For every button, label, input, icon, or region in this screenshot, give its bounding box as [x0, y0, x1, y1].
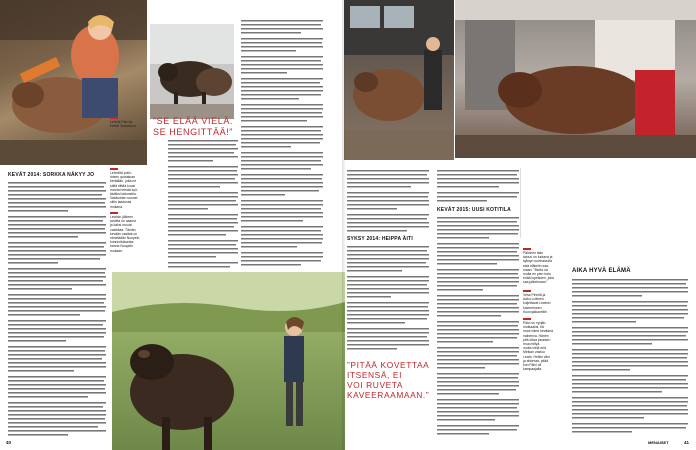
caption-lower — [110, 215, 152, 253]
caption-line: Heikki Saalasvuo. — [110, 124, 137, 129]
body-text-lines — [241, 18, 323, 270]
page-number-right: 41 — [684, 440, 690, 445]
pasture-illustration — [112, 272, 345, 450]
photo-woman-with-calf — [0, 0, 147, 165]
body-text-col7 — [572, 277, 688, 437]
caption-line: maan. "Mutta nä — [523, 267, 548, 272]
body-text-col2 — [112, 252, 152, 262]
stall-illustration — [455, 0, 696, 158]
caption-line: saa jalkeimaan." — [523, 280, 548, 285]
body-text-lines — [8, 180, 106, 438]
body-text-col6b — [437, 215, 519, 440]
heading-spring-2014: KEVÄT 2014: SORKKA NÄKYY JO — [8, 172, 95, 178]
quote-line: ”SE ELÄÄ VIELÄ. — [153, 116, 234, 126]
caption-line: muita en pien halu — [523, 272, 551, 277]
caption-line: mutkaaksi, tiä — [523, 325, 544, 330]
body-text-col3 — [168, 138, 238, 270]
body-text-lines — [572, 277, 688, 437]
caption-line: kun Päivi oli — [523, 363, 542, 368]
heading-autumn-2014: SYKSY 2014: HEIPPA ÄITI — [347, 236, 413, 242]
caption-line: misen quotatuan — [110, 175, 136, 180]
caption-line: säilä riittää kuusi — [110, 183, 136, 188]
caption-line: talous on tuotava ja — [523, 255, 553, 260]
caption-line: ja kaksi muuta — [110, 223, 132, 228]
caption-line: mukaan. — [110, 248, 124, 253]
caption-line: Vesa Pinnilä ja — [523, 293, 546, 297]
body-text-col5b — [347, 244, 429, 360]
body-text-col4 — [241, 18, 323, 270]
caption-line: kunnioituksesta — [110, 240, 134, 245]
caption-line: Vasikoiden suonet — [110, 196, 138, 201]
caption-middle — [110, 171, 152, 209]
caption-line: Lehmä Päivi ja — [110, 120, 133, 124]
magazine-name: MENAISET — [648, 440, 669, 445]
caption-right-3 — [523, 321, 567, 371]
caption-line: Päivinen tilan — [523, 251, 544, 255]
caption-line: kampaajalla. — [523, 367, 543, 372]
caption-line: kerätään, jotta ne — [110, 179, 137, 184]
red-accent-rule — [523, 318, 531, 320]
caption-line: tarvitta on saanut — [110, 219, 137, 224]
caption-line: nimetäään Nuupeln — [110, 236, 140, 241]
caption-sorkka — [110, 120, 152, 128]
caption-line: Kuorojalkaveille. — [523, 309, 548, 314]
caption-line: mani viime keväänä — [523, 329, 553, 334]
pull-quote-bottom — [347, 360, 437, 400]
page-number-left: 40 — [6, 440, 12, 445]
caption-right — [523, 251, 567, 285]
caption-line: ja ahkeraa, pitää — [523, 358, 549, 363]
pull-quote-top — [153, 116, 243, 137]
caption-line: kuljettavat Lewisin — [523, 301, 551, 306]
body-text-col6 — [437, 168, 519, 204]
quote-line: KAVEERAAMAAN.” — [347, 390, 430, 400]
caption-line: Aaku Luttinen — [523, 297, 544, 302]
caption-line: syksyn suvinaivuita — [523, 259, 553, 264]
heading-spring-2015: KEVÄT 2015: UUSI KOTITILA — [437, 207, 511, 213]
caption-line: Lewis. Heikki väsi — [523, 354, 550, 359]
red-accent-rule — [110, 117, 118, 119]
photo-barn-cows — [344, 0, 454, 160]
quote-line: VOI RUVETA — [347, 380, 404, 390]
caption-line: Lewisin jälkeen — [110, 215, 133, 219]
red-accent-rule — [110, 212, 118, 214]
red-accent-rule — [523, 290, 531, 292]
column-divider — [520, 168, 521, 238]
caption-line: nainenva. Hänen — [523, 333, 549, 338]
caption-line: pitä ottaa jokaisen — [523, 337, 551, 342]
body-text-lines — [437, 215, 519, 440]
photo-heifers-sorkka — [150, 24, 234, 119]
caption-line: siitin laadussa — [110, 200, 132, 205]
caption-line: sisä eläimiin saa- — [523, 263, 550, 268]
caption-line: Lehmiltä poiki- — [110, 171, 132, 175]
spine-shadow — [342, 0, 346, 450]
quote-line: SE HENGITTÄÄ!” — [153, 126, 233, 137]
caption-line: kavereineen — [523, 305, 542, 310]
caption-line: mukana. — [110, 204, 124, 209]
body-text-lines — [168, 138, 238, 270]
caption-line: mua millyä, — [523, 342, 541, 347]
caption-line: vasikkaa. Tämän — [110, 227, 136, 232]
caption-line: hanna Nuupeln — [110, 244, 134, 249]
photo-cow-and-woman-pasture — [112, 272, 345, 450]
body-text-lines — [437, 168, 519, 204]
caption-line: enää lopeiksen, joka — [523, 276, 554, 281]
body-text-lines — [347, 244, 429, 360]
body-text-col1 — [8, 180, 106, 438]
caption-line: mutta vielä eriä — [523, 346, 546, 351]
caption-line: Meikan vastuu — [523, 350, 545, 355]
photo-cow-in-stall — [455, 0, 696, 158]
red-accent-rule — [110, 168, 118, 170]
quote-line: ITSENSÄ, EI — [347, 370, 403, 380]
caption-right-2 — [523, 293, 567, 314]
caption-line: Päivi on nyrjäh- — [523, 321, 547, 325]
heading-good-life: AIKA HYVÄ ELÄMÄ — [572, 268, 631, 274]
caption-line: nuorta heinää syö- — [110, 187, 139, 192]
caption-line: täväksi laitumella. — [110, 192, 137, 197]
caption-line: kevään vasikat on — [110, 231, 138, 236]
woman-calf-illustration — [0, 0, 147, 165]
red-accent-rule — [523, 248, 531, 250]
quote-line: ”PITÄÄ KOVETTAA — [347, 360, 430, 370]
barn-illustration — [344, 0, 454, 160]
heifers-illustration — [150, 24, 234, 119]
